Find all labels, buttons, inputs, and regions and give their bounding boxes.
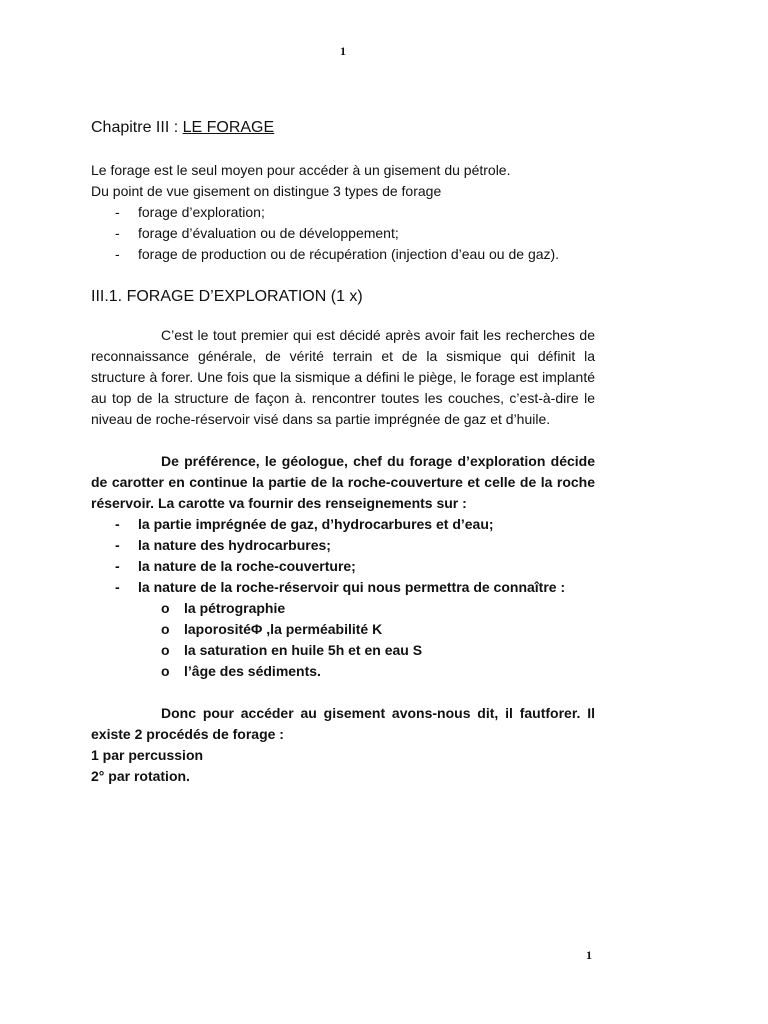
sub-items-list [91, 598, 595, 682]
forage-types-list [91, 202, 595, 265]
list-item: - la nature de la roche-réservoir qui nous permettra de connaître : [91, 577, 595, 598]
list-item: o laporositéΦ ,la perméabilité K [91, 619, 595, 640]
method-1: 1 par percussion [91, 747, 204, 763]
paragraph-1: C’est le tout premier qui est décidé après avoir fait les recherches de reconnaissance générale, de vérité terrain et de la sismique qui définit la structure à forer. Une fois que la sismique a défini le piège, le forage est implanté au top de la structure de façon à. rencontrer toutes les couches, c’est-à-dire le niveau de roche-réservoir visé dans sa partie imprégnée de gaz et d’huile. [91, 327, 595, 427]
paragraph-3: Donc pour accéder au gisement avons-nous dit, il fautforer. Il existe 2 procédés de forage : [91, 705, 595, 742]
info-items-list [91, 514, 595, 598]
document-body [91, 118, 595, 787]
list-item: - la nature des hydrocarbures; [91, 535, 595, 556]
method-2: 2° par rotation. [91, 768, 190, 784]
chapter-title [91, 118, 595, 138]
list-item: - la nature de la roche-couverture; [91, 556, 595, 577]
chapter-prefix: Chapitre III : [91, 119, 183, 136]
intro-line-2: Du point de vue gisement on distingue 3 types de forage [91, 183, 442, 199]
paragraph-2: De préférence, le géologue, chef du forage d’exploration décide de carotter en continue la partie de la roche-couverture et celle de la roche réservoir. La carotte va fournir des renseignements sur : [91, 453, 595, 511]
section-title: III.1. FORAGE D’EXPLORATION (1 x) [91, 288, 363, 305]
list-item: o la pétrographie [91, 598, 595, 619]
list-item: o l’âge des sédiments. [91, 661, 595, 682]
list-item: o la saturation en huile 5h et en eau S [91, 640, 595, 661]
page-number-bottom: 1 [586, 948, 592, 962]
list-item: - forage d’évaluation ou de développement; [91, 223, 595, 244]
intro-line-1: Le forage est le seul moyen pour accéder à un gisement du pétrole. [91, 162, 511, 178]
page-number-top: 1 [340, 44, 346, 58]
list-item: - la partie imprégnée de gaz, d’hydrocarbures et d’eau; [91, 514, 595, 535]
list-item: - forage de production ou de récupération (injection d’eau ou de gaz). [91, 244, 595, 265]
list-item: - forage d’exploration; [91, 202, 595, 223]
chapter-name: LE FORAGE [182, 119, 275, 136]
